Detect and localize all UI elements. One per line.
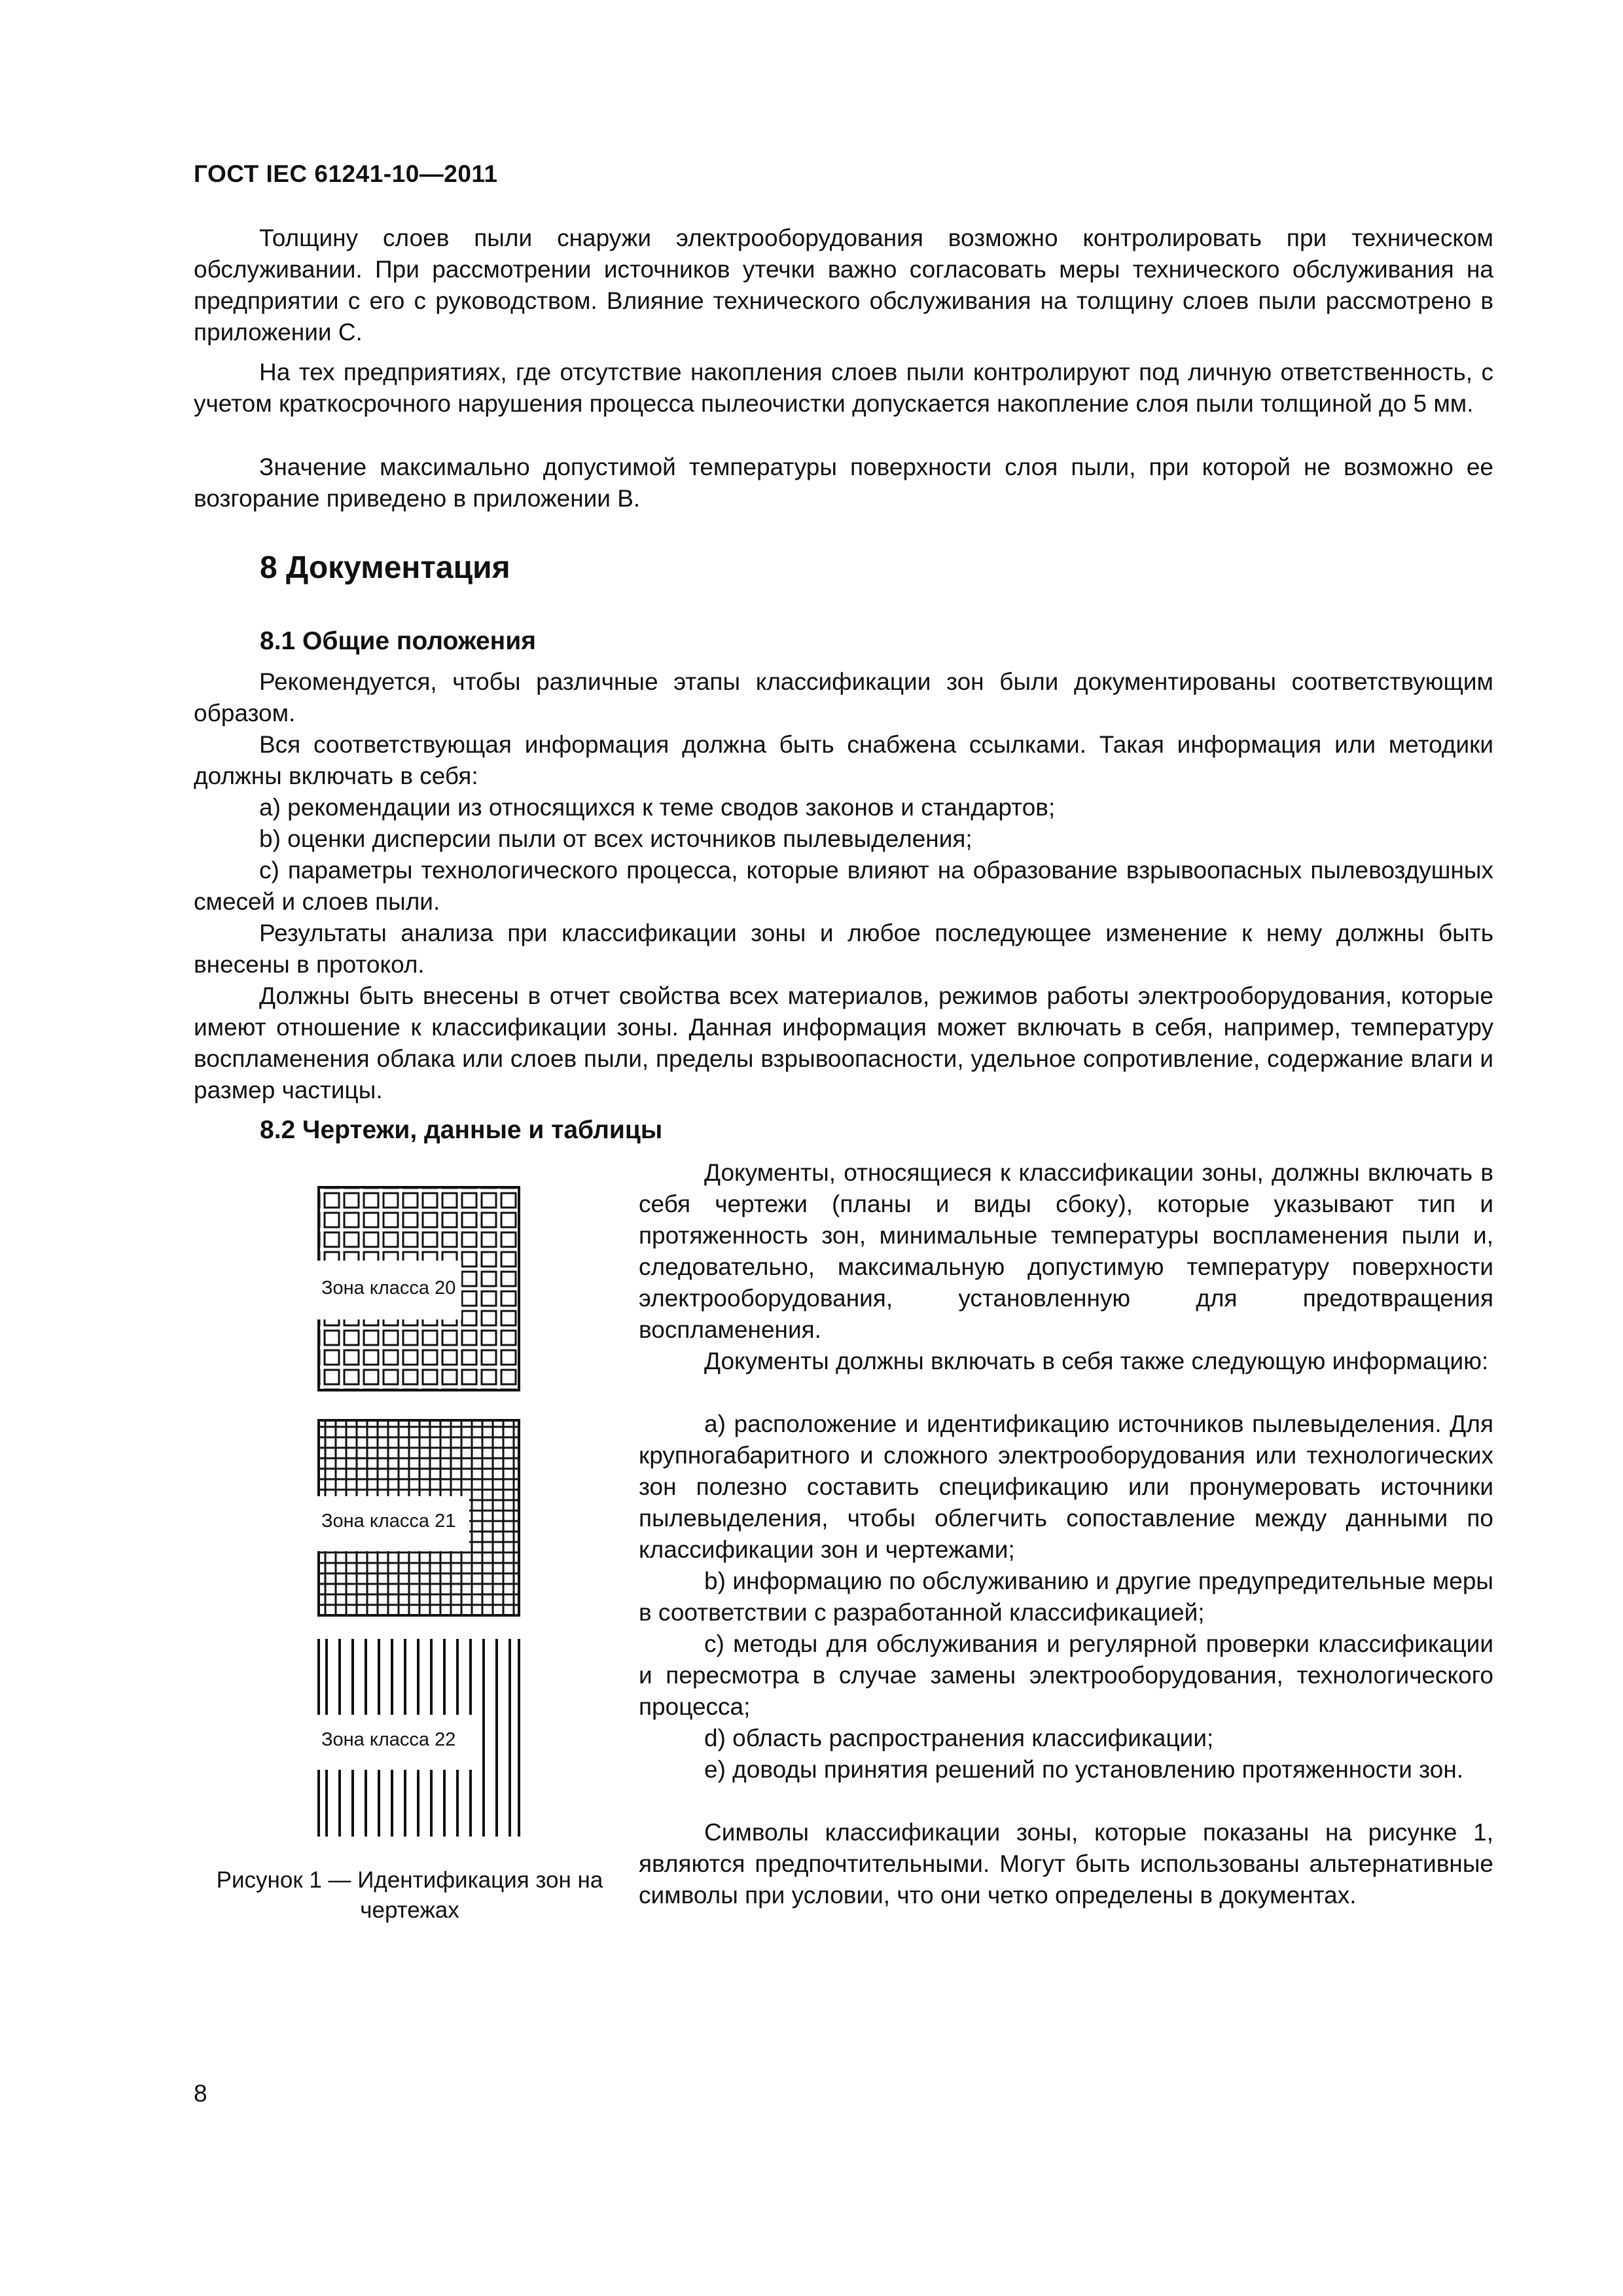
list-item: a) рекомендации из относящихся к теме сводов законов и стандартов;	[259, 794, 1056, 821]
list-item: c) методы для обслуживания и регулярной проверки классификации и пересмотра в случае замены электрооборудования, технологического процесса;	[639, 1630, 1493, 1720]
document-header: ГОСТ IEC 61241-10—2011	[194, 160, 498, 187]
paragraph: Рекомендуется, чтобы различные этапы классификации зон были документированы соответствующим образом.	[194, 668, 1493, 726]
paragraph: Документы должны включать в себя также следующую информацию:	[704, 1348, 1489, 1374]
zone-20-symbol	[317, 1186, 520, 1391]
list-item: d) область распространения классификации;	[704, 1725, 1214, 1751]
paragraph: Должны быть внесены в отчет свойства всех материалов, режимов работы электрооборудования, которые имеют отношение к классификации зоны. Данная информация может включать в себя, например, температуру воспламенения облака или слоев пыли, пределы взрывоопасности, удельное сопротивление, содержание влаги и размер частицы.	[194, 982, 1493, 1103]
subsection-heading: 8.2 Чертежи, данные и таблицы	[260, 1116, 663, 1144]
page-number: 8	[194, 2080, 207, 2107]
list-item: b) информацию по обслуживанию и другие предупредительные меры в соответствии с разработанной классификацией;	[639, 1568, 1493, 1626]
zone-20-label: Зона класса 20	[317, 1261, 461, 1319]
paragraph: Вся соответствующая информация должна быть снабжена ссылками. Такая информация или методики должны включать в себя:	[194, 731, 1493, 789]
zone-22-label: Зона класса 22	[317, 1715, 474, 1770]
paragraph: Значение максимально допустимой температуры поверхности слоя пыли, при которой не возможно ее возгорание приведено в приложении В.	[194, 454, 1493, 512]
paragraph: Результаты анализа при классификации зоны и любое последующее изменение к нему должны быть внесены в протокол.	[194, 920, 1493, 978]
zone-21-symbol	[317, 1419, 520, 1617]
list-item: b) оценки дисперсии пыли от всех источников пылевыделения;	[259, 825, 972, 852]
paragraph: Символы классификации зоны, которые показаны на рисунке 1, являются предпочтительными. Могут быть использованы альтернативные символы при условии, что они четко определены в документах.	[639, 1819, 1493, 1909]
paragraph: Толщину слоев пыли снаружи электрооборудования возможно контролировать при техническом обслуживании. При рассмотрении источников утечки важно согласовать меры технического обслуживания на предприятии с его с руководством. Влияние технического обслуживания на толщину слоев пыли рассмотрено в приложении С.	[194, 224, 1493, 346]
section-heading: 8 Документация	[260, 550, 510, 585]
zone-22-symbol	[317, 1639, 520, 1837]
zone-21-label: Зона класса 21	[317, 1496, 469, 1551]
list-item: a) расположение и идентификацию источников пылевыделения. Для крупногабаритного и сложного электрооборудования или технологических зон полезно составить спецификацию или пронумеровать источники пылевыделения, чтобы облегчить сопоставление между данными по классификации зон и чертежами;	[639, 1410, 1493, 1563]
figure-caption: Рисунок 1 — Идентификация зон на чертежах	[216, 1867, 603, 1923]
subsection-heading: 8.1 Общие положения	[260, 627, 536, 655]
paragraph: На тех предприятиях, где отсутствие накопления слоев пыли контролируют под личную ответственность, с учетом краткосрочного нарушения процесса пылеочистки допускается накопление слоя пыли толщиной до 5 мм.	[194, 359, 1493, 417]
list-item: c) параметры технологического процесса, которые влияют на образование взрывоопасных пылевоздушных смесей и слоев пыли.	[194, 857, 1493, 915]
paragraph: Документы, относящиеся к классификации зоны, должны включать в себя чертежи (планы и виды сбоку), которые указывают тип и протяженность зон, минимальные температуры воспламенения пыли и, следовательно, максимальную допустимую температуру поверхности электрооборудования, установленную для предотвращения воспламенения.	[639, 1159, 1493, 1343]
list-item: e) доводы принятия решений по установлению протяженности зон.	[704, 1756, 1464, 1783]
